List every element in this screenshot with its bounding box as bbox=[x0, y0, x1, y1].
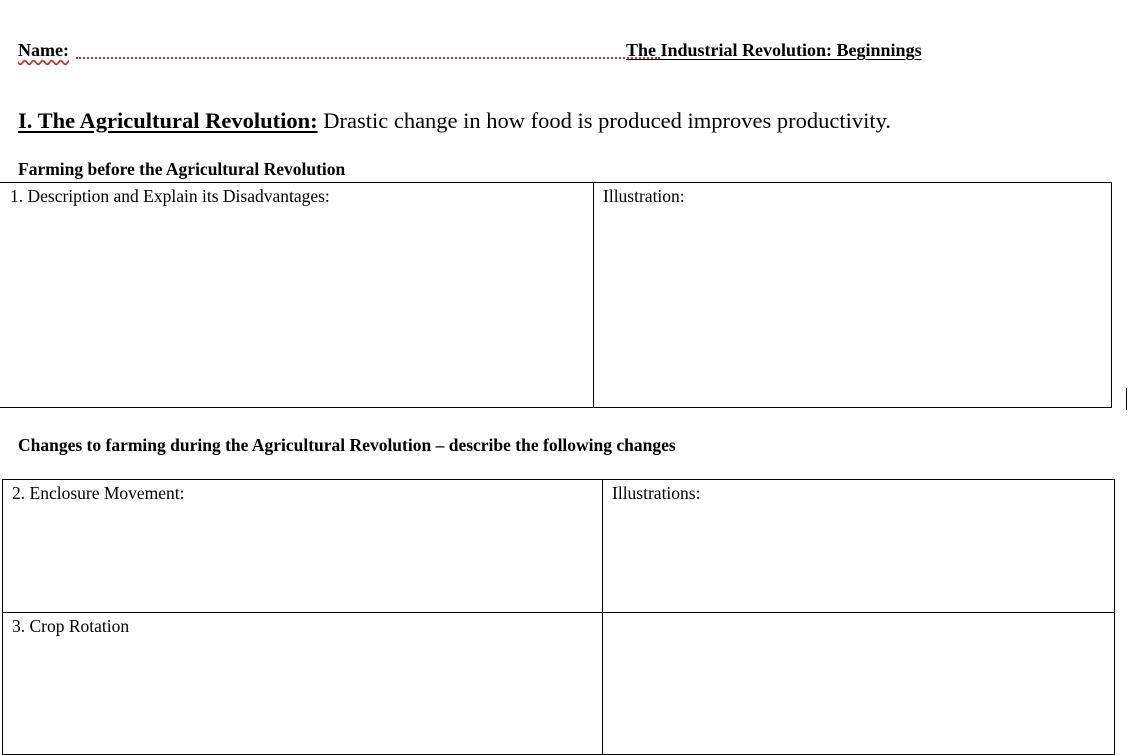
name-blank-line[interactable] bbox=[76, 57, 660, 59]
farming-before-heading: Farming before the Agricultural Revolution bbox=[18, 159, 346, 179]
illustrations-cell[interactable] bbox=[602, 481, 1114, 612]
illustration-cell[interactable] bbox=[593, 184, 1111, 406]
name-label: Name: bbox=[18, 40, 69, 60]
document-title: The Industrial Revolution: Beginnings bbox=[626, 40, 922, 60]
margin-mark bbox=[1126, 388, 1127, 410]
section-subtitle: Drastic change in how food is produced improves productivity. bbox=[317, 108, 892, 133]
table-divider bbox=[2, 612, 1115, 613]
illustrations-label: Illustrations: bbox=[612, 483, 701, 503]
crop-rotation-cell[interactable] bbox=[2, 614, 602, 754]
crop-rotation-illustration-cell[interactable] bbox=[602, 614, 1114, 754]
enclosure-movement-label: 2. Enclosure Movement: bbox=[12, 483, 185, 503]
section-title: I. The Agricultural Revolution: bbox=[18, 108, 318, 133]
illustration-label: Illustration: bbox=[603, 186, 685, 206]
description-label: 1. Description and Explain its Disadvantages: bbox=[10, 186, 330, 206]
changes-heading: Changes to farming during the Agricultural Revolution – describe the following changes bbox=[18, 435, 676, 455]
crop-rotation-label: 3. Crop Rotation bbox=[12, 616, 130, 636]
section-heading bbox=[18, 108, 891, 134]
description-cell[interactable] bbox=[0, 184, 593, 406]
enclosure-movement-cell[interactable] bbox=[2, 481, 602, 612]
